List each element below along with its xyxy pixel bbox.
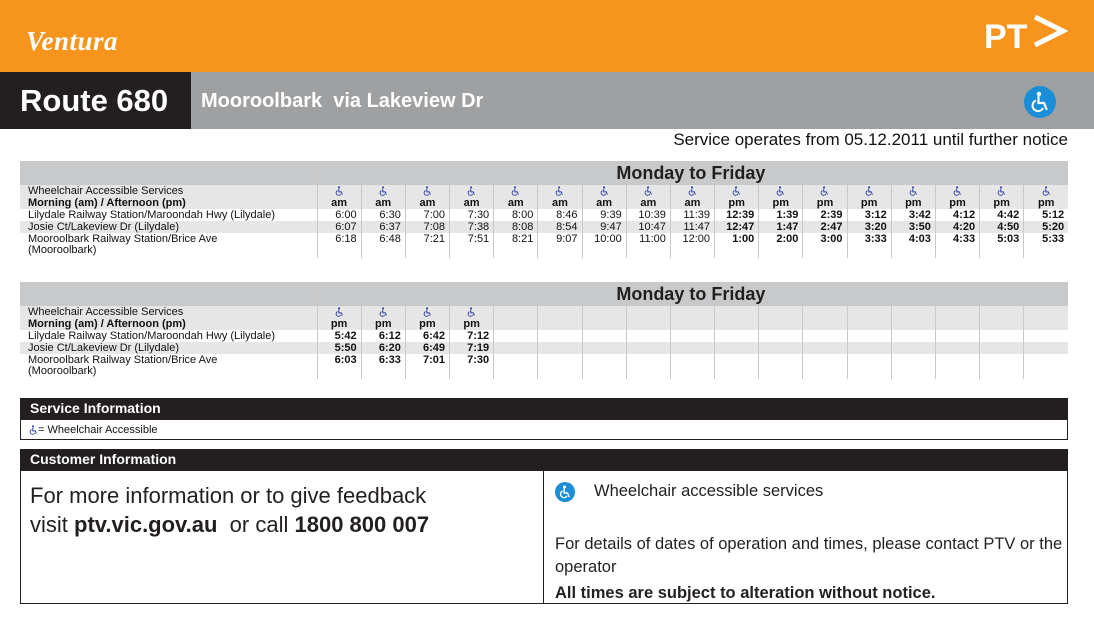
departure-time: 11:47 xyxy=(670,221,714,233)
departure-time: 7:01 xyxy=(405,354,449,379)
wheelchair-icon xyxy=(820,186,829,196)
departure-time: 11:39 xyxy=(670,209,714,221)
period-cell xyxy=(980,318,1024,330)
wheelchair-icon xyxy=(865,186,874,196)
departure-time xyxy=(582,354,626,379)
wheelchair-legend-text: = Wheelchair Accessible xyxy=(38,424,158,436)
wheelchair-cell xyxy=(494,306,538,318)
route-number: Route 680 xyxy=(0,72,191,129)
departure-time: 7:19 xyxy=(450,342,494,354)
departure-time xyxy=(847,342,891,354)
wheelchair-cell xyxy=(1024,306,1068,318)
departure-time: 3:20 xyxy=(847,221,891,233)
departure-time xyxy=(980,342,1024,354)
departure-time: 12:00 xyxy=(670,233,714,258)
departure-time: 8:46 xyxy=(538,209,582,221)
departure-time xyxy=(935,342,979,354)
wheelchair-icon xyxy=(555,482,575,502)
departure-time: 4:20 xyxy=(935,221,979,233)
wheelchair-icon xyxy=(555,186,564,196)
departure-time: 4:12 xyxy=(935,209,979,221)
period-cell: pm xyxy=(847,197,891,209)
departure-time xyxy=(626,330,670,342)
period-row-label: Morning (am) / Afternoon (pm) xyxy=(20,318,317,330)
timetable-monday-friday-1 xyxy=(20,161,1068,258)
departure-time: 5:33 xyxy=(1024,233,1068,258)
departure-time: 7:51 xyxy=(450,233,494,258)
departure-time xyxy=(847,330,891,342)
wheelchair-cell xyxy=(626,185,670,197)
departure-time xyxy=(759,330,803,342)
wheelchair-cell xyxy=(538,185,582,197)
wheelchair-row-label: Wheelchair Accessible Services xyxy=(20,185,317,197)
departure-time: 8:21 xyxy=(494,233,538,258)
period-cell xyxy=(891,318,935,330)
period-cell: pm xyxy=(803,197,847,209)
wheelchair-icon xyxy=(997,186,1006,196)
departure-time xyxy=(670,330,714,342)
period-cell: pm xyxy=(361,318,405,330)
day-heading-row xyxy=(20,161,1068,185)
departure-time: 7:30 xyxy=(450,209,494,221)
stop-name-line: Mooroolbark Railway Station/Brice Ave xyxy=(28,233,218,245)
departure-time xyxy=(935,330,979,342)
operation-details-text: For details of dates of operation and times, please contact PTV or the operator xyxy=(555,535,1063,576)
wheelchair-cell xyxy=(980,185,1024,197)
wheelchair-cell xyxy=(450,306,494,318)
stop-row xyxy=(20,233,1068,258)
wheelchair-cell xyxy=(759,306,803,318)
departure-time: 4:42 xyxy=(980,209,1024,221)
stop-row xyxy=(20,342,1068,354)
departure-time xyxy=(1024,342,1068,354)
departure-time: 2:00 xyxy=(759,233,803,258)
wheelchair-icon xyxy=(335,186,344,196)
departure-time xyxy=(626,354,670,379)
departure-time xyxy=(891,342,935,354)
departure-time: 6:30 xyxy=(361,209,405,221)
departure-time: 4:03 xyxy=(891,233,935,258)
departure-time xyxy=(980,354,1024,379)
departure-time: 4:50 xyxy=(980,221,1024,233)
day-heading-row xyxy=(20,282,1068,306)
period-row-label: Morning (am) / Afternoon (pm) xyxy=(20,197,317,209)
departure-time: 6:48 xyxy=(361,233,405,258)
departure-time: 1:39 xyxy=(759,209,803,221)
departure-time xyxy=(803,330,847,342)
period-cell: am xyxy=(626,197,670,209)
wheelchair-icon xyxy=(688,186,697,196)
stop-name-line: (Mooroolbark) xyxy=(28,365,97,377)
period-cell xyxy=(759,318,803,330)
departure-time: 6:37 xyxy=(361,221,405,233)
departure-time xyxy=(670,354,714,379)
period-cell: pm xyxy=(715,197,759,209)
day-heading: Monday to Friday xyxy=(317,282,1068,306)
wheelchair-cell xyxy=(715,306,759,318)
wheelchair-icon xyxy=(1042,186,1051,196)
wheelchair-icon xyxy=(467,307,476,317)
stop-name: Lilydale Railway Station/Maroondah Hwy (Lilydale) xyxy=(28,209,276,221)
period-cell: am xyxy=(582,197,626,209)
departure-time: 6:42 xyxy=(405,330,449,342)
wheelchair-cell xyxy=(450,185,494,197)
wheelchair-icon xyxy=(423,186,432,196)
departure-time: 6:03 xyxy=(317,354,361,379)
stop-row xyxy=(20,354,1068,379)
departure-time xyxy=(538,342,582,354)
departure-time xyxy=(935,354,979,379)
departure-time: 7:21 xyxy=(405,233,449,258)
wheelchair-cell xyxy=(582,185,626,197)
service-operation-note: Service operates from 05.12.2011 until further notice xyxy=(673,130,1068,149)
period-row xyxy=(20,197,1068,209)
departure-time xyxy=(715,342,759,354)
stop-row xyxy=(20,221,1068,233)
wheelchair-icon xyxy=(732,186,741,196)
departure-time: 5:42 xyxy=(317,330,361,342)
wheelchair-row xyxy=(20,185,1068,197)
wheelchair-cell xyxy=(891,306,935,318)
stop-row xyxy=(20,209,1068,221)
wheelchair-cell xyxy=(847,306,891,318)
period-cell: pm xyxy=(1024,197,1068,209)
departure-time: 10:39 xyxy=(626,209,670,221)
wheelchair-icon xyxy=(1024,86,1056,118)
departure-time xyxy=(582,342,626,354)
wheelchair-icon xyxy=(29,425,38,435)
feedback-text: For more information or to give feedback xyxy=(30,483,427,508)
service-information-heading: Service Information xyxy=(20,398,1068,419)
departure-time: 7:12 xyxy=(450,330,494,342)
departure-time: 7:30 xyxy=(450,354,494,379)
period-cell xyxy=(1024,318,1068,330)
stop-name xyxy=(20,354,317,379)
departure-time: 7:38 xyxy=(450,221,494,233)
departure-time: 5:20 xyxy=(1024,221,1068,233)
stop-name: Josie Ct/Lakeview Dr (Lilydale) xyxy=(20,221,317,233)
wheelchair-icon xyxy=(776,186,785,196)
wheelchair-cell xyxy=(361,306,405,318)
departure-time xyxy=(1024,330,1068,342)
wheelchair-cell xyxy=(980,306,1024,318)
wheelchair-cell xyxy=(405,185,449,197)
period-cell: am xyxy=(405,197,449,209)
period-cell: am xyxy=(361,197,405,209)
wheelchair-icon xyxy=(379,186,388,196)
departure-time: 9:39 xyxy=(582,209,626,221)
wheelchair-cell xyxy=(935,306,979,318)
wheelchair-row-label: Wheelchair Accessible Services xyxy=(20,306,317,318)
wheelchair-cell xyxy=(759,185,803,197)
wheelchair-cell xyxy=(847,185,891,197)
departure-time xyxy=(715,354,759,379)
period-cell: pm xyxy=(980,197,1024,209)
wheelchair-icon xyxy=(379,307,388,317)
header-bar xyxy=(0,0,1094,72)
period-cell: am xyxy=(670,197,714,209)
period-cell: am xyxy=(317,197,361,209)
departure-time: 9:47 xyxy=(582,221,626,233)
contact-line: visit ptv.vic.gov.au or call 1800 800 007 xyxy=(30,512,430,537)
wheelchair-icon xyxy=(953,186,962,196)
wheelchair-cell xyxy=(494,185,538,197)
ptv-logo xyxy=(984,12,1070,60)
departure-time xyxy=(803,354,847,379)
wheelchair-icon xyxy=(467,186,476,196)
wheelchair-icon xyxy=(511,186,520,196)
period-cell: pm xyxy=(935,197,979,209)
customer-information-box xyxy=(20,470,1068,604)
departure-time xyxy=(494,342,538,354)
wheelchair-icon xyxy=(909,186,918,196)
departure-time xyxy=(626,342,670,354)
departure-time: 6:20 xyxy=(361,342,405,354)
departure-time: 12:39 xyxy=(715,209,759,221)
phone-number[interactable]: 1800 800 007 xyxy=(294,512,430,537)
customer-information-heading: Customer Information xyxy=(20,449,1068,470)
wheelchair-cell xyxy=(626,306,670,318)
departure-time xyxy=(803,342,847,354)
departure-time xyxy=(538,354,582,379)
departure-time: 10:47 xyxy=(626,221,670,233)
period-cell: am xyxy=(450,197,494,209)
wheelchair-cell xyxy=(891,185,935,197)
departure-time: 3:00 xyxy=(803,233,847,258)
period-cell: pm xyxy=(317,318,361,330)
departure-time xyxy=(494,330,538,342)
departure-time: 6:07 xyxy=(317,221,361,233)
wheelchair-cell xyxy=(582,306,626,318)
departure-time xyxy=(670,342,714,354)
departure-time: 3:50 xyxy=(891,221,935,233)
departure-time: 3:12 xyxy=(847,209,891,221)
departure-time: 5:03 xyxy=(980,233,1024,258)
stop-name-line: Mooroolbark Railway Station/Brice Ave xyxy=(28,354,218,366)
period-cell xyxy=(538,318,582,330)
day-heading: Monday to Friday xyxy=(317,161,1068,185)
departure-time: 5:12 xyxy=(1024,209,1068,221)
period-cell: am xyxy=(538,197,582,209)
departure-time: 6:33 xyxy=(361,354,405,379)
period-cell: pm xyxy=(759,197,803,209)
departure-time: 6:18 xyxy=(317,233,361,258)
wheelchair-services-text: Wheelchair accessible services xyxy=(594,482,824,500)
wheelchair-cell xyxy=(670,306,714,318)
period-cell xyxy=(847,318,891,330)
wheelchair-cell xyxy=(935,185,979,197)
wheelchair-cell xyxy=(538,306,582,318)
departure-time: 8:54 xyxy=(538,221,582,233)
timetable-monday-friday-2 xyxy=(20,282,1068,379)
wheelchair-cell xyxy=(715,185,759,197)
period-cell: pm xyxy=(405,318,449,330)
service-information-box xyxy=(20,419,1068,440)
wheelchair-row xyxy=(20,306,1068,318)
period-cell xyxy=(670,318,714,330)
wheelchair-icon xyxy=(335,307,344,317)
departure-time xyxy=(891,330,935,342)
departure-time: 2:47 xyxy=(803,221,847,233)
departure-time xyxy=(538,330,582,342)
wheelchair-cell xyxy=(803,306,847,318)
wheelchair-legend xyxy=(29,424,158,436)
departure-time: 7:00 xyxy=(405,209,449,221)
operator-logo: Ventura xyxy=(26,26,119,56)
departure-time: 1:47 xyxy=(759,221,803,233)
period-cell xyxy=(494,318,538,330)
departure-time: 6:49 xyxy=(405,342,449,354)
stop-row xyxy=(20,330,1068,342)
wheelchair-cell xyxy=(361,185,405,197)
departure-time xyxy=(582,330,626,342)
stop-name xyxy=(20,233,317,258)
departure-time xyxy=(891,354,935,379)
departure-time xyxy=(494,354,538,379)
wheelchair-icon xyxy=(644,186,653,196)
departure-time xyxy=(715,330,759,342)
departure-time: 3:33 xyxy=(847,233,891,258)
route-name: Mooroolbark via Lakeview Dr xyxy=(201,90,484,112)
ptv-logo-text: PT xyxy=(984,18,1028,56)
departure-time: 3:42 xyxy=(891,209,935,221)
alteration-disclaimer: All times are subject to alteration without notice. xyxy=(555,584,936,602)
stop-name-line: (Mooroolbark) xyxy=(28,244,97,256)
departure-time: 8:00 xyxy=(494,209,538,221)
departure-time: 8:08 xyxy=(494,221,538,233)
departure-time: 1:00 xyxy=(715,233,759,258)
ptv-arrow-icon xyxy=(1032,14,1068,48)
departure-time: 6:12 xyxy=(361,330,405,342)
period-row xyxy=(20,318,1068,330)
period-cell xyxy=(582,318,626,330)
stop-name: Josie Ct/Lakeview Dr (Lilydale) xyxy=(20,342,317,354)
departure-time: 4:33 xyxy=(935,233,979,258)
customer-contact-panel xyxy=(21,471,544,603)
wheelchair-cell xyxy=(317,306,361,318)
departure-time: 11:00 xyxy=(626,233,670,258)
website-link[interactable]: ptv.vic.gov.au xyxy=(74,512,218,537)
period-cell: pm xyxy=(891,197,935,209)
period-cell: pm xyxy=(450,318,494,330)
departure-time xyxy=(1024,354,1068,379)
departure-time xyxy=(759,342,803,354)
departure-time: 7:08 xyxy=(405,221,449,233)
period-cell xyxy=(935,318,979,330)
wheelchair-cell xyxy=(670,185,714,197)
period-cell xyxy=(626,318,670,330)
departure-time: 5:50 xyxy=(317,342,361,354)
wheelchair-cell xyxy=(317,185,361,197)
stop-name: Lilydale Railway Station/Maroondah Hwy (Lilydale) xyxy=(28,330,276,342)
wheelchair-cell xyxy=(803,185,847,197)
departure-time: 6:00 xyxy=(317,209,361,221)
departure-time xyxy=(847,354,891,379)
period-cell: am xyxy=(494,197,538,209)
departure-time: 2:39 xyxy=(803,209,847,221)
departure-time xyxy=(980,330,1024,342)
wheelchair-cell xyxy=(405,306,449,318)
wheelchair-icon xyxy=(423,307,432,317)
departure-time: 12:47 xyxy=(715,221,759,233)
departure-time: 10:00 xyxy=(582,233,626,258)
wheelchair-icon xyxy=(600,186,609,196)
period-cell xyxy=(803,318,847,330)
departure-time xyxy=(759,354,803,379)
wheelchair-cell xyxy=(1024,185,1068,197)
period-cell xyxy=(715,318,759,330)
departure-time: 9:07 xyxy=(538,233,582,258)
